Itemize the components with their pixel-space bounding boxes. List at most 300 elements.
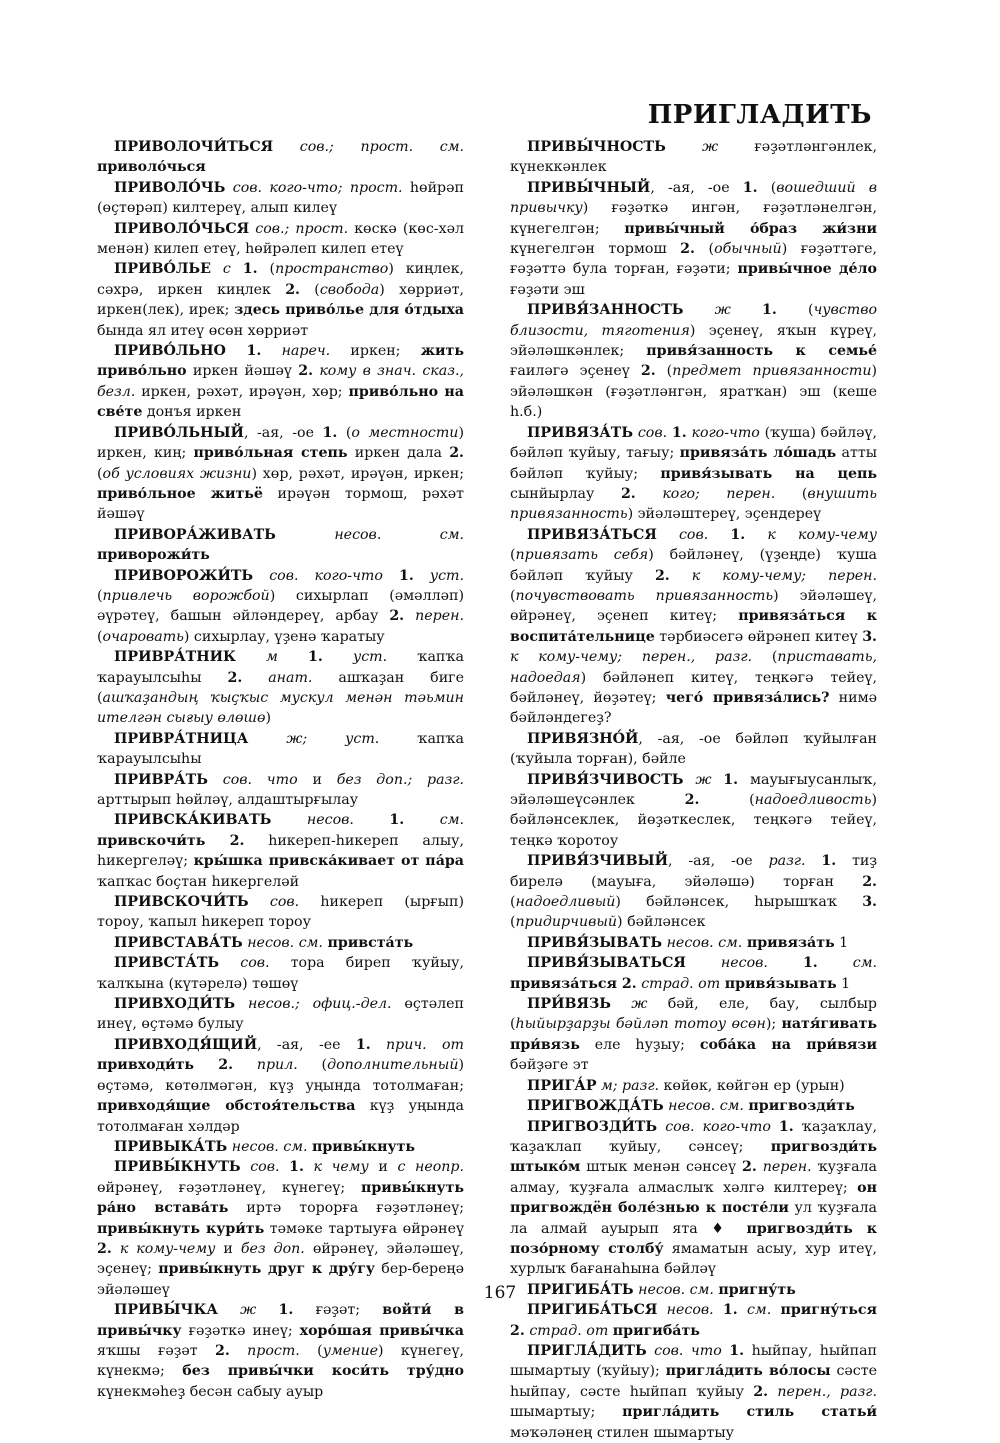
entry-label: прич. от bbox=[370, 1036, 464, 1053]
entry-text: ( bbox=[699, 792, 755, 808]
entry-text: күҙ уңында тотолмаған хәлдәр bbox=[97, 1098, 464, 1135]
entry-label: приставать, надоедая bbox=[510, 649, 877, 686]
dictionary-entry bbox=[510, 851, 877, 933]
dictionary-entry bbox=[97, 1035, 464, 1137]
entry-example: 2. bbox=[285, 281, 300, 298]
entry-text: иркен йәшәү bbox=[186, 363, 299, 380]
entry-text: һөйрәп (өҫтөрәп) килтереү, алып килеү bbox=[97, 179, 464, 217]
entry-text: ) бәйләнсек bbox=[617, 914, 706, 931]
entry-label: несов. см. bbox=[275, 526, 464, 543]
entry-text: нимә бәйләндегеҙ? bbox=[510, 689, 878, 727]
entry-label: к кому-чему bbox=[111, 1240, 224, 1257]
entry-label: несов. bbox=[271, 812, 390, 829]
entry-headword: ПРИВЯ́ЗЧИВЫЙ bbox=[527, 853, 669, 870]
entry-example: жить приво́льно bbox=[97, 343, 464, 380]
entry-example: 1. bbox=[802, 955, 818, 972]
entry-example: привходи́ть 2. bbox=[97, 1057, 234, 1074]
entry-label: с неопр. bbox=[397, 1159, 465, 1176]
dictionary-entry bbox=[97, 729, 464, 770]
right-column bbox=[510, 137, 877, 1443]
entry-example: 1. bbox=[722, 1302, 738, 1319]
dictionary-entry bbox=[97, 892, 464, 933]
entry-example: 1. bbox=[671, 424, 687, 441]
entry-text: өйрәнеү, эйәләшеү, эҫенеү; bbox=[97, 1240, 464, 1278]
entry-text: ( bbox=[97, 465, 103, 482]
entry-text: ирәүән тормош, рәхәт йәшәү bbox=[97, 485, 464, 523]
entry-example: 2. bbox=[680, 241, 695, 258]
entry-headword: ПРИГВОЗДИ́ТЬ bbox=[527, 1118, 658, 1135]
entry-example: 2. bbox=[862, 873, 877, 890]
entry-text: ҡаҙаҡлау, ҡаҙаҡлап ҡуйыу, сәнсеү; bbox=[510, 1118, 877, 1155]
entry-label: уст. bbox=[413, 567, 464, 584]
dictionary-entry bbox=[510, 423, 877, 525]
entry-label: очаровать bbox=[102, 628, 184, 645]
entry-example: пригну́ть bbox=[718, 1281, 796, 1298]
dictionary-entry bbox=[97, 423, 464, 525]
entry-text: ) киңлек, сәхрә, иркен киңлек bbox=[97, 261, 465, 298]
entry-label: ашҡаҙандың ҡыҫҡыс мускул менән тәьмин ителгән сығыу өлөшө bbox=[97, 689, 464, 727]
entry-headword: ПРИВЫ́ЧНОСТЬ bbox=[527, 139, 666, 155]
entry-text: донъя иркен bbox=[142, 404, 242, 421]
dictionary-entry bbox=[97, 770, 464, 811]
entry-example: 2. bbox=[214, 1342, 230, 1359]
entry-label: разг. bbox=[768, 853, 822, 870]
entry-example: привя́зывать bbox=[724, 975, 837, 992]
entry-example: приворожи́ть bbox=[97, 547, 210, 564]
entry-text: ғәҙәт; bbox=[293, 1302, 383, 1319]
entry-example: привяза́ться 2. bbox=[510, 975, 637, 992]
dictionary-entry bbox=[97, 259, 464, 341]
entry-headword: ПРИВСТАВА́ТЬ bbox=[114, 934, 243, 951]
entry-label: о местности bbox=[351, 424, 459, 441]
entry-example: привходя́щие обстоя́тельства bbox=[97, 1098, 356, 1115]
entry-label: сов.; прост. bbox=[249, 220, 355, 237]
entry-text: ( bbox=[510, 587, 516, 604]
dictionary-entry bbox=[510, 1076, 877, 1096]
entry-text: өйрәнеү, ғәҙәтләнеү, күнегеү; bbox=[97, 1179, 361, 1196]
entry-text: һыйпау, һыйпап шымартыу (ҡуйыу); bbox=[510, 1342, 878, 1380]
entry-headword: ПРИВРА́ТНИЦА bbox=[114, 730, 249, 747]
entry-label: к кому-чему bbox=[745, 526, 877, 543]
entry-example: привяза́ть bbox=[746, 934, 835, 951]
entry-label: предмет привязанности bbox=[672, 363, 872, 380]
entry-text: күнегелгән тормош bbox=[510, 241, 681, 258]
dictionary-entry bbox=[97, 1300, 464, 1402]
entry-example: приво́льная степь bbox=[193, 445, 348, 462]
entry-example: 2. bbox=[742, 1159, 757, 1176]
entry-text: , -ая, -ее bbox=[257, 1036, 356, 1053]
entry-example: 2. bbox=[227, 669, 243, 686]
entry-text: бер-береңә эйәләшеү bbox=[97, 1261, 464, 1298]
entry-label: вошедший в привычку bbox=[510, 179, 878, 217]
entry-text: тора биреп ҡуйыу, ҡалҡына (күтәрелә) төшөү bbox=[97, 955, 464, 992]
dictionary-entry bbox=[510, 1341, 877, 1443]
entry-text: сынйырлау bbox=[510, 485, 621, 502]
entry-text: ) хөрриәт, иркен(лек), ирек; bbox=[97, 281, 464, 319]
entry-label: ж bbox=[683, 302, 762, 319]
entry-label: сов. bbox=[240, 1159, 290, 1176]
entry-example: 1. bbox=[278, 1302, 294, 1319]
entry-text: еле һуҙыу; bbox=[579, 1036, 700, 1053]
entry-text: ( bbox=[321, 1057, 328, 1074]
entry-text: иркен, рәхәт, ирәүән, хөр; bbox=[141, 383, 349, 400]
entry-label: дополнительный bbox=[327, 1057, 459, 1074]
entry-headword: ПРИГВОЖДА́ТЬ bbox=[527, 1098, 664, 1115]
entry-example: без привы́чки коси́ть тру́дно bbox=[182, 1363, 464, 1380]
entry-example: кры́шка привска́кивает от па́ра bbox=[193, 853, 464, 870]
entry-example: приволо́чься bbox=[97, 159, 206, 176]
entry-label: пространство bbox=[275, 261, 389, 278]
entry-text: ашҡаҙан биге ( bbox=[97, 669, 464, 706]
entry-example: здесь приво́лье для о́тдыха bbox=[234, 302, 464, 319]
entry-text: яҡшы ғәҙәт bbox=[97, 1342, 215, 1359]
dictionary-entry bbox=[97, 994, 464, 1035]
entry-label: несов.; офиц.-дел. bbox=[235, 996, 405, 1013]
entry-example: привы́кнуть bbox=[312, 1138, 416, 1155]
entry-label: м; разг. bbox=[596, 1077, 664, 1094]
entry-label: чувство близости, тяготения bbox=[510, 302, 877, 339]
entry-text: тәмәке тартыуға өйрәнеү bbox=[264, 1220, 464, 1237]
entry-label: анат. bbox=[242, 669, 339, 686]
entry-example: натя́гивать при́вязь bbox=[510, 1016, 878, 1053]
entry-label: об условиях жизни bbox=[102, 465, 252, 482]
entry-example: 1. bbox=[355, 1036, 371, 1053]
entry-label: несов. см. bbox=[242, 934, 328, 951]
entry-text: ) эйәләшкән (ғәҙәтләнгән, яратҡан) эш (кеше һ.б.) bbox=[510, 363, 877, 421]
entry-text: ҡуҙғала алмау, ҡуҙғала алмаслыҡ хәлгә килтереү; bbox=[510, 1159, 878, 1196]
entry-label: привлечь ворожбой bbox=[102, 587, 270, 604]
entry-text: сәсте һыйпау, сәсте һыйпап ҡуйыу bbox=[510, 1363, 877, 1400]
entry-label: привязать себя bbox=[515, 547, 649, 564]
entry-example: 2. bbox=[640, 363, 656, 380]
entry-example: 1. bbox=[225, 343, 262, 360]
entry-example: привы́чное де́ло bbox=[737, 261, 877, 278]
entry-label: һыйырҙарҙы бәйләп тотоу өсөн bbox=[515, 1016, 766, 1033]
entry-text: ул ҡуҙғала ла алмай ауырып ята ♦ bbox=[510, 1200, 877, 1237]
dictionary-entry bbox=[510, 1117, 877, 1280]
entry-example: чего́ привяза́лись? bbox=[665, 689, 830, 706]
entry-headword: ПРИГИБА́ТЬ bbox=[527, 1281, 634, 1298]
entry-text: иркен; bbox=[350, 343, 421, 360]
entry-text: ) бәйләнеү, (үҙеңде) ҡуша бәйләп ҡуйыу bbox=[510, 547, 878, 584]
entry-text: , -ая, -ое bbox=[243, 424, 323, 441]
entry-example: пригвозди́ть к позо́рному столбу́ bbox=[510, 1220, 877, 1257]
entry-text: тәрбиәсегә өйрәнеп китеү bbox=[654, 628, 863, 645]
entry-example: 2. bbox=[97, 1240, 112, 1257]
entry-example: 1. bbox=[289, 1159, 304, 1176]
entry-text: ( bbox=[257, 261, 276, 278]
entry-text: ) эҫенеү, яҡын күреү, эйәләшкәнлек; bbox=[510, 322, 877, 360]
entry-example: 1. bbox=[729, 1342, 745, 1359]
entry-text: и bbox=[312, 771, 337, 788]
entry-headword: ПРИВОЛО́ЧЬ bbox=[114, 179, 226, 196]
entry-headword: ПРИВХОДЯ́ЩИЙ bbox=[114, 1036, 258, 1053]
entry-text: атты бәйләп ҡуйыу; bbox=[510, 445, 877, 482]
entry-text: ) бәйләнеп китеү, теңкәгә тейеү, бәйләнеү, йөҙәтеү; bbox=[510, 669, 877, 706]
entry-example: 3. bbox=[862, 628, 877, 645]
entry-text: ғаиләгә эҫенеү bbox=[510, 363, 641, 380]
entry-example: 2. bbox=[684, 792, 700, 808]
entry-text: ) bbox=[265, 710, 272, 727]
entry-text: ( bbox=[510, 547, 516, 564]
entry-label: ж bbox=[217, 1302, 279, 1319]
entry-headword: ПРИВЫКА́ТЬ bbox=[114, 1138, 228, 1155]
dictionary-entry bbox=[510, 953, 877, 994]
entry-text: бында ял итеү өсөн хөрриәт bbox=[97, 322, 309, 339]
entry-example: 2. bbox=[298, 363, 314, 380]
entry-example: привы́кнуть друг к дру́гу bbox=[158, 1261, 375, 1278]
dictionary-entry bbox=[510, 137, 877, 178]
entry-headword: ПРИВО́ЛЬЕ bbox=[114, 261, 211, 278]
entry-headword: ПРИГЛА́ДИТЬ bbox=[527, 1342, 647, 1359]
dictionary-entry bbox=[510, 1096, 877, 1116]
entry-label: ж bbox=[610, 996, 668, 1013]
entry-text: көскә (көс-хәл менән) килеп етеү, һөйрәлеп килеп етеү bbox=[97, 220, 464, 258]
entry-text: ( bbox=[655, 363, 673, 380]
entry-example: привскочи́ть 2. bbox=[97, 832, 245, 849]
entry-label: к кому-чему; перен. bbox=[669, 567, 877, 584]
entry-text: ғәҙәткә инеү; bbox=[181, 1322, 300, 1339]
entry-text: ямаматын асыу, хур итеү, хурлыҡ бағанаһына бәйләү bbox=[510, 1240, 877, 1278]
dictionary-entry bbox=[510, 729, 877, 770]
entry-text: ҡапҡа ҡарауылсыһы bbox=[97, 649, 464, 686]
entry-example: 1. bbox=[398, 567, 414, 584]
entry-label: перен. bbox=[756, 1159, 818, 1176]
entry-example: хоро́шая привы́чка bbox=[299, 1322, 464, 1339]
entry-text: көйөк, көйгән ер (урын) bbox=[663, 1077, 845, 1094]
entry-text: иркен дала bbox=[347, 445, 450, 462]
dictionary-entry bbox=[510, 525, 877, 729]
entry-example: соба́ка на при́вязи bbox=[699, 1036, 877, 1053]
entry-text: ( bbox=[337, 424, 352, 441]
entry-text: штык менән сәнсеү bbox=[580, 1159, 743, 1176]
entry-text: ( bbox=[801, 485, 808, 502]
entry-label: прил. bbox=[233, 1057, 322, 1074]
entry-headword: ПРИВО́ЛЬНО bbox=[114, 343, 226, 360]
entry-example: привяза́ть ло́шадь bbox=[679, 445, 837, 462]
entry-headword: ПРИВРА́ТЬ bbox=[114, 771, 208, 788]
entry-headword: ПРИВСКА́КИВАТЬ bbox=[114, 812, 272, 829]
entry-example: 2. bbox=[753, 1383, 769, 1400]
entry-headword: ПРИВОЛО́ЧЬСЯ bbox=[114, 220, 250, 237]
entry-label: кому в знач. сказ., безл. bbox=[97, 363, 464, 400]
dictionary-entry bbox=[510, 994, 877, 1076]
entry-label: кого-что bbox=[686, 424, 765, 441]
entry-text: өҫтәлеп инеү, өҫтәмә булыу bbox=[97, 996, 464, 1033]
dictionary-entry bbox=[97, 1157, 464, 1300]
entry-example: 3. bbox=[862, 894, 877, 911]
entry-label: сов. bbox=[248, 894, 321, 911]
left-column bbox=[97, 137, 464, 1402]
entry-text: ) эйәләшеү, өйрәнеү, эҫенеп китеү; bbox=[510, 587, 877, 625]
entry-headword: ПРИВОРОЖИ́ТЬ bbox=[114, 567, 254, 584]
entry-example: 1. bbox=[308, 649, 323, 666]
entry-text: ҡапҡас боҫтан һикергеләй bbox=[97, 873, 300, 890]
entry-example: привы́кнуть кури́ть bbox=[97, 1220, 265, 1237]
entry-label: м bbox=[235, 649, 309, 666]
entry-text: ) күнегеү, күнекмә; bbox=[97, 1342, 464, 1380]
entry-text: ( bbox=[757, 179, 777, 196]
entry-headword: ПРИВЯ́ЗЧИВОСТЬ bbox=[527, 771, 684, 788]
dictionary-entry bbox=[97, 647, 464, 729]
entry-label: см. bbox=[737, 1302, 781, 1319]
entry-label: нареч. bbox=[261, 343, 351, 360]
entry-label: умение bbox=[322, 1342, 378, 1359]
entry-label: несов. bbox=[685, 955, 803, 972]
entry-label: придирчивый bbox=[515, 914, 618, 931]
entry-example: 1. bbox=[761, 302, 777, 319]
entry-example: пригвозди́ть bbox=[748, 1098, 855, 1115]
entry-label: сов. кого-что bbox=[657, 1118, 779, 1135]
entry-text: ) сихырлау, үҙенә ҡаратыу bbox=[183, 628, 385, 645]
entry-example: 1. bbox=[242, 261, 258, 278]
entry-headword: ПРИВСКОЧИ́ТЬ bbox=[114, 894, 249, 911]
entry-text: ) хөр, рәхәт, ирәүән, иркен; bbox=[251, 465, 464, 482]
entry-example: привы́кнуть ра́но встава́ть bbox=[97, 1179, 464, 1217]
entry-label: к кому-чему; перен., разг. bbox=[510, 649, 772, 666]
entry-label: без доп.; разг. bbox=[336, 771, 465, 788]
entry-label: уст. bbox=[322, 649, 418, 666]
entry-label: сов. что bbox=[207, 771, 313, 788]
entry-label: сов. bbox=[633, 424, 672, 441]
entry-text: ); bbox=[765, 1016, 782, 1033]
entry-text: ) ғәҙәткә ингән, ғәҙәтләнелгән, күнегелгән; bbox=[510, 200, 877, 237]
entry-example: 1. bbox=[821, 853, 837, 870]
dictionary-entry bbox=[97, 341, 464, 423]
entry-text: арттырып һөйләү, алдаштырғылау bbox=[97, 792, 359, 808]
entry-text: ) бәйләнсеклек, йөҙәткеслек, теңкәгә тейеү, теңкә ҡоротоу bbox=[510, 792, 877, 849]
entry-text: һикереп-һикереп алыу, һикергеләү; bbox=[97, 832, 464, 870]
entry-text: и bbox=[378, 1159, 398, 1176]
entry-label: несов. см. bbox=[662, 934, 747, 951]
entry-label: прост. bbox=[229, 1342, 318, 1359]
dictionary-entry bbox=[97, 1137, 464, 1157]
entry-text: , -ая, -ое bbox=[650, 179, 743, 196]
entry-text: ) иркен, киң; bbox=[97, 424, 464, 462]
entry-label: сов. bbox=[656, 526, 731, 543]
entry-label: ж; уст. bbox=[248, 730, 418, 747]
running-header: ПРИГЛАДИТЬ bbox=[647, 100, 872, 130]
entry-example: 2. bbox=[449, 445, 464, 462]
entry-text: ) өҫтәмә, көтөлмәгән, күҙ уңында тотолмаған; bbox=[97, 1057, 464, 1094]
entry-label: см. bbox=[404, 812, 464, 829]
entry-text: и bbox=[223, 1240, 241, 1257]
entry-headword: ПРИВЯ́ЗЫВАТЬСЯ bbox=[527, 955, 686, 972]
entry-example: 1. bbox=[778, 1118, 794, 1135]
entry-text: ) бәйләнсек, һырышҡаҡ bbox=[615, 894, 863, 911]
entry-text: иртә торорға ғәҙәтләнеү; bbox=[228, 1200, 465, 1217]
entry-text: 1 bbox=[836, 975, 851, 992]
entry-label: свобода bbox=[319, 281, 380, 298]
entry-label: страд. от bbox=[636, 975, 725, 992]
entry-example: 1. bbox=[389, 812, 405, 829]
entry-example: пригла́дить во́лосы bbox=[665, 1363, 831, 1380]
entry-text: ( bbox=[694, 241, 715, 258]
entry-text: күнекмәһеҙ бесән сабыу ауыр bbox=[97, 1383, 324, 1400]
entry-headword: ПРИВОЛОЧИ́ТЬСЯ bbox=[114, 139, 274, 155]
entry-headword: ПРИВЫ́КНУТЬ bbox=[114, 1159, 241, 1176]
entry-headword: ПРИ́ВЯЗЬ bbox=[527, 996, 611, 1013]
entry-label: сов. кого-что; прост. bbox=[225, 179, 410, 196]
entry-text: һикереп (ырғып) тороу, ҡапыл һикереп тороу bbox=[97, 894, 464, 931]
dictionary-entry bbox=[97, 810, 464, 892]
entry-label: с bbox=[210, 261, 243, 278]
entry-text: ) эйәләштереү, эҫендереү bbox=[627, 506, 822, 523]
entry-example: приво́льно на све́те bbox=[97, 383, 464, 421]
entry-headword: ПРИВЫ́ЧНЫЙ bbox=[527, 179, 651, 196]
entry-label: ж bbox=[665, 139, 755, 155]
entry-headword: ПРИВРА́ТНИК bbox=[114, 649, 236, 666]
entry-label: несов. см. bbox=[663, 1098, 749, 1115]
entry-headword: ПРИВЯЗНО́Й bbox=[527, 730, 639, 747]
entry-text: ) сихырлап (әмәлләп) әүрәтеү, башын әйләндереү, арбау bbox=[97, 587, 464, 625]
entry-label: внушить привязанность bbox=[510, 485, 878, 523]
entry-text: ғәҙәти эш bbox=[510, 281, 585, 298]
entry-example: привяза́ться к воспита́тельнице bbox=[510, 608, 878, 645]
entry-text: бәй, еле, бау, сылбыр ( bbox=[510, 996, 877, 1033]
entry-text: , -ая, -ое bbox=[668, 853, 769, 870]
entry-headword: ПРИГА́Р bbox=[527, 1077, 597, 1094]
entry-headword: ПРИВОРА́ЖИВАТЬ bbox=[114, 526, 276, 543]
entry-label: почувствовать привязанность bbox=[515, 587, 774, 604]
entry-label: несов. см. bbox=[633, 1281, 719, 1298]
entry-text: ) ғәҙәттәге, ғәҙәттә була торған, ғәҙәти; bbox=[510, 241, 878, 278]
entry-label: надоедливый bbox=[515, 894, 616, 911]
entry-label: без доп. bbox=[240, 1240, 313, 1257]
entry-example: 1. bbox=[322, 424, 338, 441]
entry-label: кого; перен. bbox=[635, 485, 802, 502]
entry-label: сов. bbox=[219, 955, 291, 972]
entry-label: страд. от bbox=[524, 1322, 613, 1339]
entry-label: несов. см. bbox=[227, 1138, 312, 1155]
entry-headword: ПРИВСТА́ТЬ bbox=[114, 955, 220, 972]
entry-example: пригвозди́ть штыко́м bbox=[510, 1138, 877, 1176]
dictionary-entry bbox=[97, 953, 464, 994]
entry-text: 1 bbox=[834, 934, 849, 951]
entry-text: тиҙ бирелә (мауыға, эйәләшә) торған bbox=[510, 853, 878, 890]
dictionary-entry bbox=[97, 178, 464, 219]
entry-headword: ПРИВЯЗА́ТЬСЯ bbox=[527, 526, 657, 543]
dictionary-entry bbox=[510, 933, 877, 953]
entry-text: ( bbox=[300, 281, 320, 298]
dictionary-entry bbox=[510, 1300, 877, 1341]
entry-example: привя́занность к семье́ bbox=[646, 343, 877, 360]
entry-headword: ПРИВЯЗА́ТЬ bbox=[527, 424, 634, 441]
entry-example: привста́ть bbox=[327, 934, 414, 951]
entry-example: 2. bbox=[389, 608, 405, 625]
dictionary-entry bbox=[97, 933, 464, 953]
entry-example: войти́ в привы́чку bbox=[97, 1302, 464, 1339]
dictionary-entry bbox=[97, 219, 464, 260]
entry-headword: ПРИГИБА́ТЬСЯ bbox=[527, 1302, 658, 1319]
entry-text: мауығыусанлыҡ, эйәләшеүсәнлек bbox=[510, 771, 877, 808]
entry-label: см. bbox=[817, 955, 877, 972]
page-number: 167 bbox=[483, 1283, 517, 1303]
dictionary-entry bbox=[97, 566, 464, 648]
entry-label: к чему bbox=[303, 1159, 379, 1176]
entry-example: 2. bbox=[654, 567, 670, 584]
entry-text: (ҡуша) бәйләү, бәйләп ҡуйыу, тағыу; bbox=[510, 424, 878, 462]
entry-text: ( bbox=[97, 628, 103, 645]
entry-example: привя́зывать на цепь bbox=[660, 465, 877, 482]
entry-label: сов. что bbox=[646, 1342, 730, 1359]
entry-label: сов. кого-что bbox=[253, 567, 399, 584]
entry-example: он пригвождён боле́знью к посте́ли bbox=[510, 1179, 877, 1217]
dictionary-entry bbox=[510, 770, 877, 852]
entry-text: ( bbox=[510, 894, 516, 911]
entry-text: шымартыу; bbox=[510, 1404, 623, 1421]
entry-text: ҡапҡа ҡарауылсыһы bbox=[97, 730, 464, 768]
